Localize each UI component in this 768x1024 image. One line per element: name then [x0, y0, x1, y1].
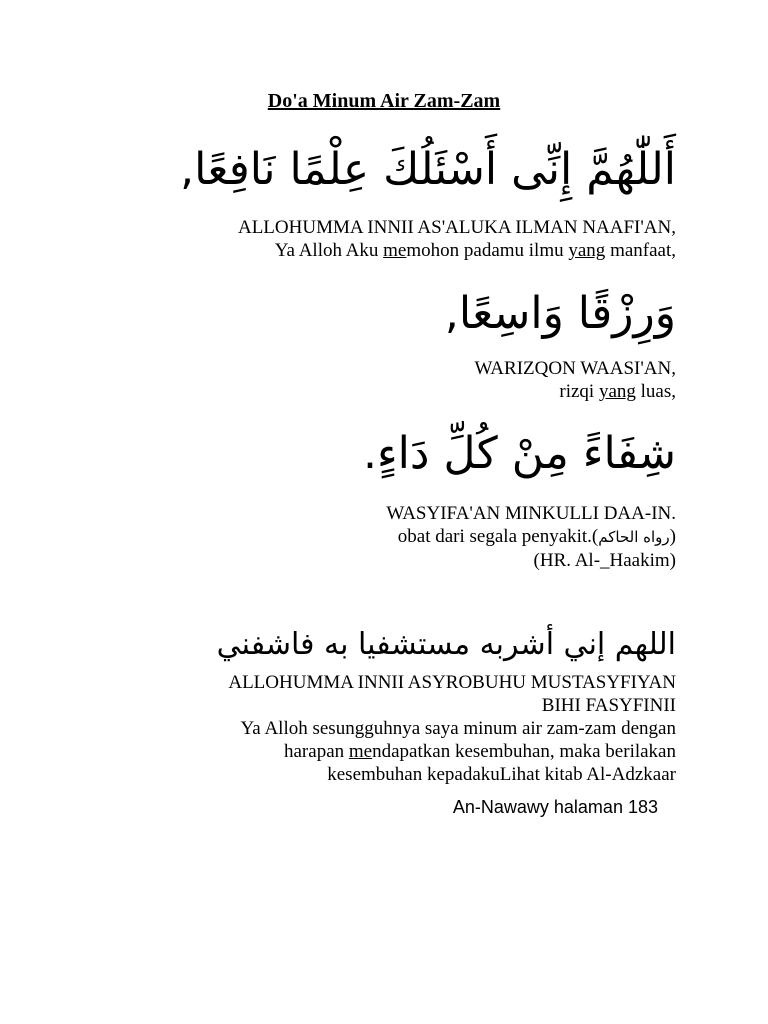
verse-1-meaning-underline: me	[383, 240, 407, 261]
verse-4-arabic-block	[36, 628, 676, 661]
verse-1-meaning	[76, 239, 676, 262]
verse-3-arabic: شِفَاءً مِنْ كُلِّ دَاءٍ.	[362, 428, 676, 479]
page-title: Do'a Minum Air Zam-Zam	[267, 90, 501, 112]
verse-1-arabic-block	[76, 146, 676, 194]
verse-1-meaning-part: Ya Alloh Aku	[274, 240, 384, 261]
verse-2-arabic: وَرِزْقًا وَاسِعًا,	[444, 288, 676, 339]
verse-1-meaning-part: manfaat,	[605, 240, 676, 261]
verse-4-meaning-line-3: kesembuhan kepadakuLihat kitab Al-Adzkaar	[327, 764, 676, 785]
verse-3-text	[76, 502, 676, 572]
verse-4-meaning-part: ndapatkan kesembuhan, maka berilakan	[372, 741, 676, 762]
verse-1-arabic: أَللّٰهُمَّ إِنِّى أَسْئَلُكَ عِلْمًا نَافِعًا,	[180, 144, 676, 195]
verse-3-meaning-arabic: رواه الحاكم	[598, 528, 670, 546]
verse-4-transliteration-line-1: ALLOHUMMA INNII ASYROBUHU MUSTASYFIYAN	[228, 672, 676, 693]
verse-2-text	[76, 357, 676, 403]
verse-4-text	[36, 671, 676, 786]
verse-3-meaning-part: obat dari segala penyakit.(	[397, 526, 599, 547]
verse-2-arabic-block	[76, 290, 676, 338]
verse-2-meaning-part: luas,	[635, 381, 676, 402]
verse-3-meaning-part: )	[669, 526, 676, 547]
verse-4-reference: An-Nawawy halaman 183	[452, 797, 658, 817]
verse-3-arabic-block	[76, 430, 676, 478]
verse-4-arabic: اللهم إني أشربه مستشفيا به فاشفني	[216, 627, 676, 662]
verse-2-meaning-part: rizqi	[559, 381, 599, 402]
verse-4-meaning-part: harapan	[284, 741, 349, 762]
verse-3-meaning	[76, 525, 676, 549]
verse-2-meaning-underline: yang	[598, 381, 636, 402]
verse-3-source: (HR. Al-_Haakim)	[533, 550, 676, 571]
verse-1-meaning-part: mohon padamu ilmu	[406, 240, 569, 261]
verse-4-meaning-line-2	[36, 740, 676, 763]
verse-4-meaning-line-1: Ya Alloh sesungguhnya saya minum air zam-zam dengan	[240, 718, 676, 739]
verse-1-meaning-underline: yang	[568, 240, 606, 261]
verse-2-transliteration: WARIZQON WAASI'AN,	[474, 358, 676, 379]
verse-2-meaning	[76, 380, 676, 403]
verse-1-transliteration: ALLOHUMMA INNII AS'ALUKA ILMAN NAAFI'AN,	[237, 217, 676, 238]
verse-4-transliteration-line-2: BIHI FASYFINII	[541, 695, 676, 716]
verse-4-meaning-underline: me	[348, 741, 373, 762]
verse-1-text	[76, 216, 676, 262]
verse-3-transliteration: WASYIFA'AN MINKULLI DAA-IN.	[386, 503, 676, 524]
